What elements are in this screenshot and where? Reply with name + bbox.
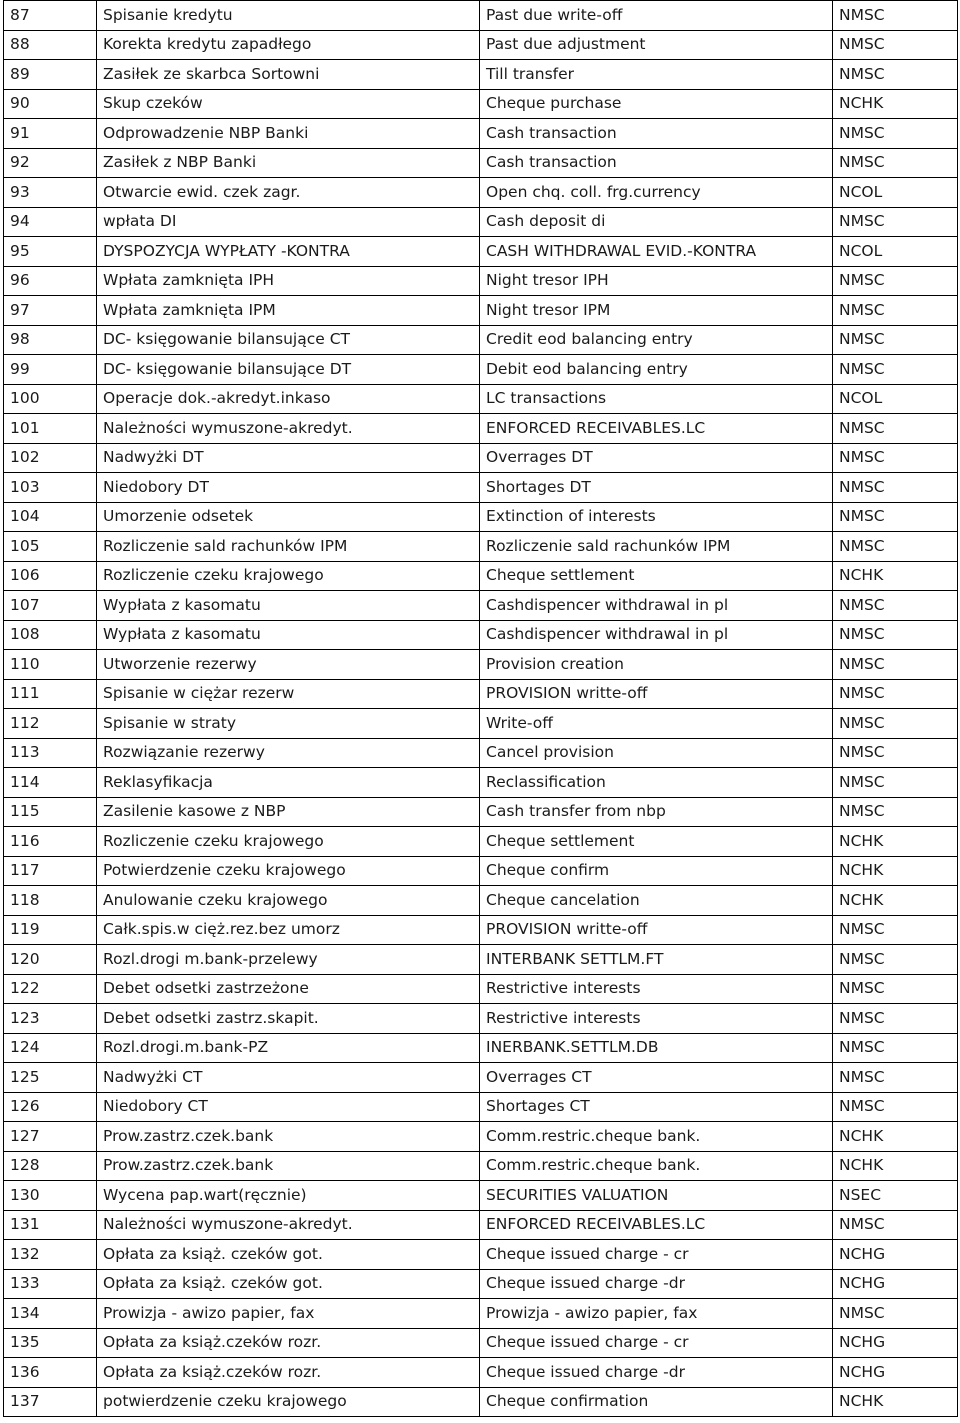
row-number-cell: 106 [4,561,97,591]
row-number-cell: 115 [4,797,97,827]
table-row [4,1151,958,1181]
polish-description-cell: Opłata za książ.czeków rozr. [97,1328,480,1358]
row-number-cell: 119 [4,915,97,945]
polish-description-cell: DC- księgowanie bilansujące DT [97,355,480,385]
row-number-cell: 87 [4,1,97,31]
polish-description-cell: Potwierdzenie czeku krajowego [97,856,480,886]
polish-description-cell: DYSPOZYCJA WYPŁATY -KONTRA [97,237,480,267]
category-code-cell: NMSC [833,974,958,1004]
table-row [4,561,958,591]
english-description-cell: Cancel provision [480,738,833,768]
english-description-cell: Overrages DT [480,443,833,473]
category-code-cell: NMSC [833,620,958,650]
table-row [4,1328,958,1358]
category-code-cell: NMSC [833,414,958,444]
polish-description-cell: Anulowanie czeku krajowego [97,886,480,916]
english-description-cell: Cheque issued charge - cr [480,1240,833,1270]
polish-description-cell: Prow.zastrz.czek.bank [97,1151,480,1181]
table-row [4,738,958,768]
row-number-cell: 132 [4,1240,97,1270]
category-code-cell: NCOL [833,178,958,208]
row-number-cell: 118 [4,886,97,916]
category-code-cell: NCHK [833,856,958,886]
polish-description-cell: Należności wymuszone-akredyt. [97,1210,480,1240]
polish-description-cell: Opłata za książ. czeków got. [97,1240,480,1270]
row-number-cell: 111 [4,679,97,709]
row-number-cell: 110 [4,650,97,680]
category-code-cell: NCHK [833,561,958,591]
table-row [4,473,958,503]
row-number-cell: 98 [4,325,97,355]
polish-description-cell: Niedobory DT [97,473,480,503]
table-row [4,296,958,326]
category-code-cell: NMSC [833,1299,958,1329]
polish-description-cell: Otwarcie ewid. czek zagr. [97,178,480,208]
category-code-cell: NCHG [833,1358,958,1388]
polish-description-cell: Rozl.drogi m.bank-przelewy [97,945,480,975]
row-number-cell: 126 [4,1092,97,1122]
table-row [4,119,958,149]
english-description-cell: INTERBANK SETTLM.FT [480,945,833,975]
category-code-cell: NMSC [833,532,958,562]
polish-description-cell: Prowizja - awizo papier, fax [97,1299,480,1329]
category-code-cell: NMSC [833,650,958,680]
english-description-cell: Cash transaction [480,119,833,149]
english-description-cell: Night tresor IPH [480,266,833,296]
english-description-cell: Reclassification [480,768,833,798]
polish-description-cell: Całk.spis.w cięż.rez.bez umorz [97,915,480,945]
row-number-cell: 117 [4,856,97,886]
polish-description-cell: Rozwiązanie rezerwy [97,738,480,768]
polish-description-cell: Wypłata z kasomatu [97,620,480,650]
polish-description-cell: Rozliczenie sald rachunków IPM [97,532,480,562]
english-description-cell: Till transfer [480,60,833,90]
english-description-cell: Cashdispencer withdrawal in pl [480,620,833,650]
row-number-cell: 89 [4,60,97,90]
table-row [4,325,958,355]
category-code-cell: NMSC [833,1004,958,1034]
row-number-cell: 123 [4,1004,97,1034]
table-row [4,207,958,237]
table-row [4,856,958,886]
english-description-cell: Extinction of interests [480,502,833,532]
english-description-cell: ENFORCED RECEIVABLES.LC [480,414,833,444]
table-row [4,591,958,621]
row-number-cell: 125 [4,1063,97,1093]
table-row [4,384,958,414]
row-number-cell: 112 [4,709,97,739]
polish-description-cell: Zasiłek z NBP Banki [97,148,480,178]
category-code-cell: NMSC [833,502,958,532]
english-description-cell: Debit eod balancing entry [480,355,833,385]
polish-description-cell: Rozliczenie czeku krajowego [97,827,480,857]
row-number-cell: 91 [4,119,97,149]
polish-description-cell: Opłata za książ. czeków got. [97,1269,480,1299]
table-row [4,443,958,473]
table-row [4,1240,958,1270]
category-code-cell: NMSC [833,266,958,296]
row-number-cell: 108 [4,620,97,650]
table-row [4,974,958,1004]
category-code-cell: NMSC [833,1210,958,1240]
polish-description-cell: Umorzenie odsetek [97,502,480,532]
table-row [4,1,958,31]
table-row [4,886,958,916]
polish-description-cell: Utworzenie rezerwy [97,650,480,680]
row-number-cell: 93 [4,178,97,208]
english-description-cell: Cheque confirm [480,856,833,886]
english-description-cell: Rozliczenie sald rachunków IPM [480,532,833,562]
english-description-cell: PROVISION writte-off [480,915,833,945]
table-row [4,709,958,739]
category-code-cell: NMSC [833,443,958,473]
row-number-cell: 101 [4,414,97,444]
polish-description-cell: Spisanie kredytu [97,1,480,31]
row-number-cell: 88 [4,30,97,60]
row-number-cell: 120 [4,945,97,975]
category-code-cell: NMSC [833,768,958,798]
polish-description-cell: Zasiłek ze skarbca Sortowni [97,60,480,90]
polish-description-cell: Nadwyżki DT [97,443,480,473]
row-number-cell: 105 [4,532,97,562]
polish-description-cell: Debet odsetki zastrz.skapit. [97,1004,480,1034]
english-description-cell: Cash transfer from nbp [480,797,833,827]
category-code-cell: NMSC [833,473,958,503]
english-description-cell: ENFORCED RECEIVABLES.LC [480,1210,833,1240]
polish-description-cell: Wypłata z kasomatu [97,591,480,621]
row-number-cell: 99 [4,355,97,385]
polish-description-cell: Skup czeków [97,89,480,119]
category-code-cell: NMSC [833,355,958,385]
english-description-cell: Cheque confirmation [480,1387,833,1417]
table-row [4,768,958,798]
category-code-cell: NCHK [833,886,958,916]
category-code-cell: NCHK [833,89,958,119]
category-code-cell: NMSC [833,148,958,178]
table-row [4,532,958,562]
row-number-cell: 96 [4,266,97,296]
table-row [4,1358,958,1388]
polish-description-cell: Zasilenie kasowe z NBP [97,797,480,827]
category-code-cell: NCHK [833,1151,958,1181]
category-code-cell: NMSC [833,1,958,31]
table-row [4,1122,958,1152]
english-description-cell: Cheque issued charge -dr [480,1269,833,1299]
table-row [4,1269,958,1299]
row-number-cell: 124 [4,1033,97,1063]
english-description-cell: Comm.restric.cheque bank. [480,1151,833,1181]
category-code-cell: NMSC [833,797,958,827]
polish-description-cell: Wpłata zamknięta IPH [97,266,480,296]
category-code-cell: NCHG [833,1269,958,1299]
english-description-cell: Cash transaction [480,148,833,178]
english-description-cell: Cheque settlement [480,561,833,591]
category-code-cell: NMSC [833,119,958,149]
row-number-cell: 114 [4,768,97,798]
row-number-cell: 100 [4,384,97,414]
polish-description-cell: potwierdzenie czeku krajowego [97,1387,480,1417]
english-description-cell: Cheque purchase [480,89,833,119]
table-row [4,414,958,444]
category-code-cell: NMSC [833,1063,958,1093]
row-number-cell: 127 [4,1122,97,1152]
category-code-cell: NSEC [833,1181,958,1211]
row-number-cell: 107 [4,591,97,621]
category-code-cell: NMSC [833,60,958,90]
table-row [4,1033,958,1063]
category-code-cell: NCOL [833,384,958,414]
polish-description-cell: Korekta kredytu zapadłego [97,30,480,60]
polish-description-cell: Należności wymuszone-akredyt. [97,414,480,444]
polish-description-cell: Nadwyżki CT [97,1063,480,1093]
table-row [4,620,958,650]
category-code-cell: NMSC [833,207,958,237]
english-description-cell: Write-off [480,709,833,739]
row-number-cell: 103 [4,473,97,503]
english-description-cell: Past due write-off [480,1,833,31]
polish-description-cell: Niedobory CT [97,1092,480,1122]
category-code-cell: NMSC [833,1033,958,1063]
polish-description-cell: Rozliczenie czeku krajowego [97,561,480,591]
english-description-cell: Prowizja - awizo papier, fax [480,1299,833,1329]
table-row [4,1063,958,1093]
transaction-codes-table [3,0,958,1417]
row-number-cell: 102 [4,443,97,473]
table-row [4,148,958,178]
table-body [4,1,958,1417]
table-row [4,1092,958,1122]
english-description-cell: Open chq. coll. frg.currency [480,178,833,208]
table-row [4,827,958,857]
row-number-cell: 136 [4,1358,97,1388]
polish-description-cell: Opłata za książ.czeków rozr. [97,1358,480,1388]
polish-description-cell: Spisanie w ciężar rezerw [97,679,480,709]
english-description-cell: SECURITIES VALUATION [480,1181,833,1211]
table-row [4,797,958,827]
english-description-cell: LC transactions [480,384,833,414]
table-row [4,178,958,208]
row-number-cell: 92 [4,148,97,178]
english-description-cell: Shortages DT [480,473,833,503]
english-description-cell: Credit eod balancing entry [480,325,833,355]
polish-description-cell: DC- księgowanie bilansujące CT [97,325,480,355]
english-description-cell: Cashdispencer withdrawal in pl [480,591,833,621]
category-code-cell: NCHG [833,1240,958,1270]
table-row [4,502,958,532]
english-description-cell: Shortages CT [480,1092,833,1122]
english-description-cell: Cheque issued charge - cr [480,1328,833,1358]
category-code-cell: NCHK [833,827,958,857]
row-number-cell: 95 [4,237,97,267]
row-number-cell: 104 [4,502,97,532]
table-row [4,650,958,680]
english-description-cell: Past due adjustment [480,30,833,60]
table-row [4,1299,958,1329]
row-number-cell: 94 [4,207,97,237]
category-code-cell: NMSC [833,591,958,621]
polish-description-cell: Wycena pap.wart(ręcznie) [97,1181,480,1211]
category-code-cell: NMSC [833,1092,958,1122]
row-number-cell: 133 [4,1269,97,1299]
english-description-cell: Restrictive interests [480,974,833,1004]
english-description-cell: Cheque issued charge -dr [480,1358,833,1388]
row-number-cell: 137 [4,1387,97,1417]
category-code-cell: NMSC [833,296,958,326]
table-row [4,30,958,60]
row-number-cell: 128 [4,1151,97,1181]
english-description-cell: Overrages CT [480,1063,833,1093]
table-row [4,355,958,385]
row-number-cell: 134 [4,1299,97,1329]
category-code-cell: NCOL [833,237,958,267]
polish-description-cell: wpłata DI [97,207,480,237]
table-row [4,679,958,709]
polish-description-cell: Wpłata zamknięta IPM [97,296,480,326]
table-row [4,1004,958,1034]
table-row [4,1181,958,1211]
category-code-cell: NMSC [833,325,958,355]
table-row [4,89,958,119]
category-code-cell: NMSC [833,915,958,945]
row-number-cell: 131 [4,1210,97,1240]
english-description-cell: PROVISION writte-off [480,679,833,709]
row-number-cell: 90 [4,89,97,119]
english-description-cell: Cheque cancelation [480,886,833,916]
polish-description-cell: Rozl.drogi.m.bank-PZ [97,1033,480,1063]
table-row [4,60,958,90]
table-row [4,237,958,267]
table-row [4,1387,958,1417]
category-code-cell: NMSC [833,679,958,709]
category-code-cell: NCHK [833,1387,958,1417]
row-number-cell: 130 [4,1181,97,1211]
category-code-cell: NCHG [833,1328,958,1358]
row-number-cell: 116 [4,827,97,857]
category-code-cell: NMSC [833,738,958,768]
english-description-cell: INERBANK.SETTLM.DB [480,1033,833,1063]
english-description-cell: Comm.restric.cheque bank. [480,1122,833,1152]
row-number-cell: 113 [4,738,97,768]
category-code-cell: NCHK [833,1122,958,1152]
table-row [4,945,958,975]
table-row [4,915,958,945]
polish-description-cell: Spisanie w straty [97,709,480,739]
category-code-cell: NMSC [833,30,958,60]
english-description-cell: Night tresor IPM [480,296,833,326]
english-description-cell: Provision creation [480,650,833,680]
polish-description-cell: Prow.zastrz.czek.bank [97,1122,480,1152]
english-description-cell: Cheque settlement [480,827,833,857]
polish-description-cell: Odprowadzenie NBP Banki [97,119,480,149]
category-code-cell: NMSC [833,945,958,975]
english-description-cell: CASH WITHDRAWAL EVID.-KONTRA [480,237,833,267]
polish-description-cell: Reklasyfikacja [97,768,480,798]
row-number-cell: 122 [4,974,97,1004]
english-description-cell: Restrictive interests [480,1004,833,1034]
table-row [4,1210,958,1240]
polish-description-cell: Debet odsetki zastrzeżone [97,974,480,1004]
polish-description-cell: Operacje dok.-akredyt.inkaso [97,384,480,414]
table-row [4,266,958,296]
row-number-cell: 97 [4,296,97,326]
english-description-cell: Cash deposit di [480,207,833,237]
row-number-cell: 135 [4,1328,97,1358]
category-code-cell: NMSC [833,709,958,739]
